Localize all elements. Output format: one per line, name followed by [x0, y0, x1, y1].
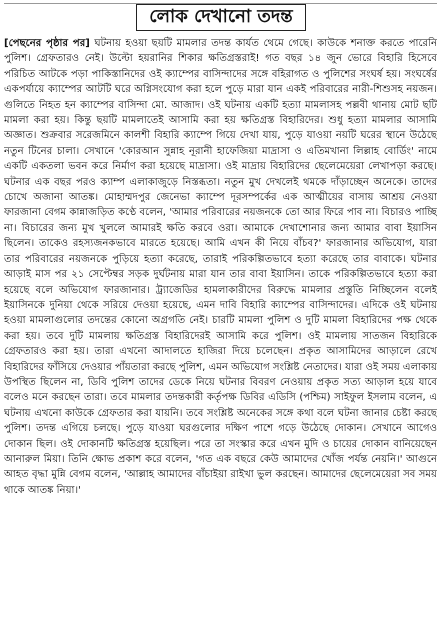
article-paragraph [4, 36, 437, 498]
continuation-label: [পেছনের পৃষ্ঠার পর] [4, 38, 90, 49]
article-body [4, 36, 437, 632]
article-text: ঘটনায় হওয়া ছয়টি মামলার তদন্ত কার্যত থেমে গেছে। কাউকে শনাক্ত করতে পারেনি পুলিশ। গ্রেফতারও নেই। উল্টো হয়রানির শিকার ক্ষতিগ্রস্তরাই! গত বছর ১৪ জুন ভোরে বিহারি হিসেবে পরিচিত আটকে পড়া পাকিস্তানিদের ওই ক্যাম্পের বাসিন্দাদের সঙ্গে বহিরাগত ও পুলিশের সংঘর্ষ হয়। সংঘর্ষের একপর্যায়ে ক্যাম্পের আটটি ঘরে অগ্নিসংযোগ করা হলে পুড়ে মারা যান একই পরিবারের নারী-শিশুসহ নয়জন। গুলিতে নিহত হন ক্যাম্পের বাসিন্দা মো. আজাদ। ওই ঘটনায় একটি হত্যা মামলাসহ পল্লবী থানায় মোট ছটি মামলা করা হয়। কিন্তু ছয়টি মামলাতেই আসামি করা হয় ক্ষতিগ্রস্ত বিহারিদের। শুধু হত্যা মামলার আসামি অজ্ঞাত। শুক্রবার সরেজমিনে কালশী বিহারি ক্যাম্পে গিয়ে দেখা যায়, পুড়ে যাওয়া নয়টি ঘরের স্থানে উঠেছে নতুন টিনের চালা। সেখানে 'কোরআন সুন্নাহ নূরানী হাফেজিয়া মাদ্রাসা ও এতিমখানা লিল্লাহ বোর্ডিং' নামে একটি একতলা ভবন করে নির্মাণ করা হয়েছে মাদ্রাসা। ওই মাদ্রায় বিহারিদের ছেলেমেয়েরা লেখাপড়া করছে। ঘটনার এক বছর পরও ক্যাম্প এলাকাজুড়ে নিস্তব্ধতা। নতুন মুখ দেখলেই থমকে দাঁড়াচ্ছেন অনেকে। তাদের চোখে অজানা আতঙ্ক। মোহাম্মদপুর জেনেভা ক্যাম্পে দূরসম্পর্কের এক আত্মীয়ের বাসায় আশ্রয় নেওয়া ফারজানা বেগম কান্নাজড়িত কণ্ঠে বলেন, 'আমার পরিবারের নয়জনকে তো আর ফিরে পাব না। বিচারও পাচ্ছি না। বিচারের জন্য মুখ খুললে আমারই ক্ষতি করবে ওরা। আমাকে দেখাশোনার জন্য আমার বাবা ইয়াসিন ছিলেন। তাকেও রহস্যজনকভাবে মারতে হয়েছে। আমি এখন কী নিয়ে বাঁচব?' ফারজানার অভিযোগ, যারা তার পরিবারের নয়জনকে পুড়িয়ে হত্যা করেছে, তারাই পরিকল্পিতভাবে হত্যা করেছে তার বাবাকে। ঘটনার আড়াই মাস পর ২১ সেপ্টেম্বর সড়ক দুর্ঘটনায় মারা যান তার বাবা ইয়াসিন। তাকে পরিকল্পিতভাবে হত্যা করা হয়েছে বলে অভিযোগ ফারজানার। ট্র্যাজেডির হামলাকারীদের বিরুদ্ধে মামলার প্রস্তুতি নিচ্ছিলেন বলেই ইয়াসিনকে দুনিয়া থেকে সরিয়ে দেওয়া হয়েছে, এমন দাবি বিহারি ক্যাম্পের বাসিন্দাদের। এদিকে ওই ঘটনায় হওয়া মামলাগুলোর তদন্তের কোনো অগ্রগতি নেই। চারটি মামলা পুলিশ ও দুটি মামলা বিহারিদের পক্ষ থেকে করা হয়। তবে দুটি মামলায় ক্ষতিগ্রস্ত বিহারিদেরই আসামি করে পুলিশ। ওই মামলায় সাতজন বিহারিকে গ্রেফতারও করা হয়। তারা এখনো আদালতে হাজিরা দিয়ে চলেছেন। প্রকৃত আসামিদের আড়ালে রেখে বিহারিদের ফাঁসিয়ে দেওয়ার পাঁয়তারা করছে পুলিশ, এমন অভিযোগ সংশ্লিষ্ট নেতাদের। যারা ওই সময় এলাকায় উপস্থিত ছিলেন না, ডিবি পুলিশ তাদের ডেকে নিয়ে ঘটনার বিবরণ নেওয়ায় প্রকৃত সত্য আড়াল হয়ে যাবে বলেও মনে করছেন তারা। তবে মামলার তদন্তকারী কর্তৃপক্ষ ডিবির এডিসি (পশ্চিম) সাইফুল ইসলাম বলেন, এ ঘটনায় এখনো কাউকে গ্রেফতার করা যায়নি। তবে সংশ্লিষ্ট অনেকের সঙ্গে কথা বলে ঘটনা জানার চেষ্টা করছে পুলিশ। তদন্ত এগিয়ে চলছে। পুড়ে যাওয়া ঘরগুলোর দক্ষিণ পাশে গড়ে উঠেছে দোকান। সেখানে আগেও দোকান ছিল। ওই দোকানটি ক্ষতিগ্রস্ত হয়েছিল। পরে তা সংস্কার করে এখন মুদি ও চায়ের দোকান বানিয়েছেন আনারুল মিয়া। তিনি ক্ষোভ প্রকাশ করে বলেন, 'গত এক বছরে কেউ আমাদের খোঁজ পর্যন্ত নেয়নি।' আগুনে আহত বৃদ্ধা মুন্নি বেগম বলেন, 'আল্লাহ আমাদের বাঁচাইয়া রাইখা ভুল করছেন। আমাদের ছেলেমেয়েরা সব সময় থাকে আতঙ্ক নিয়া।' [4, 38, 437, 496]
headline: লোক দেখানো তদন্ত [149, 6, 293, 27]
headline-box [136, 4, 306, 31]
